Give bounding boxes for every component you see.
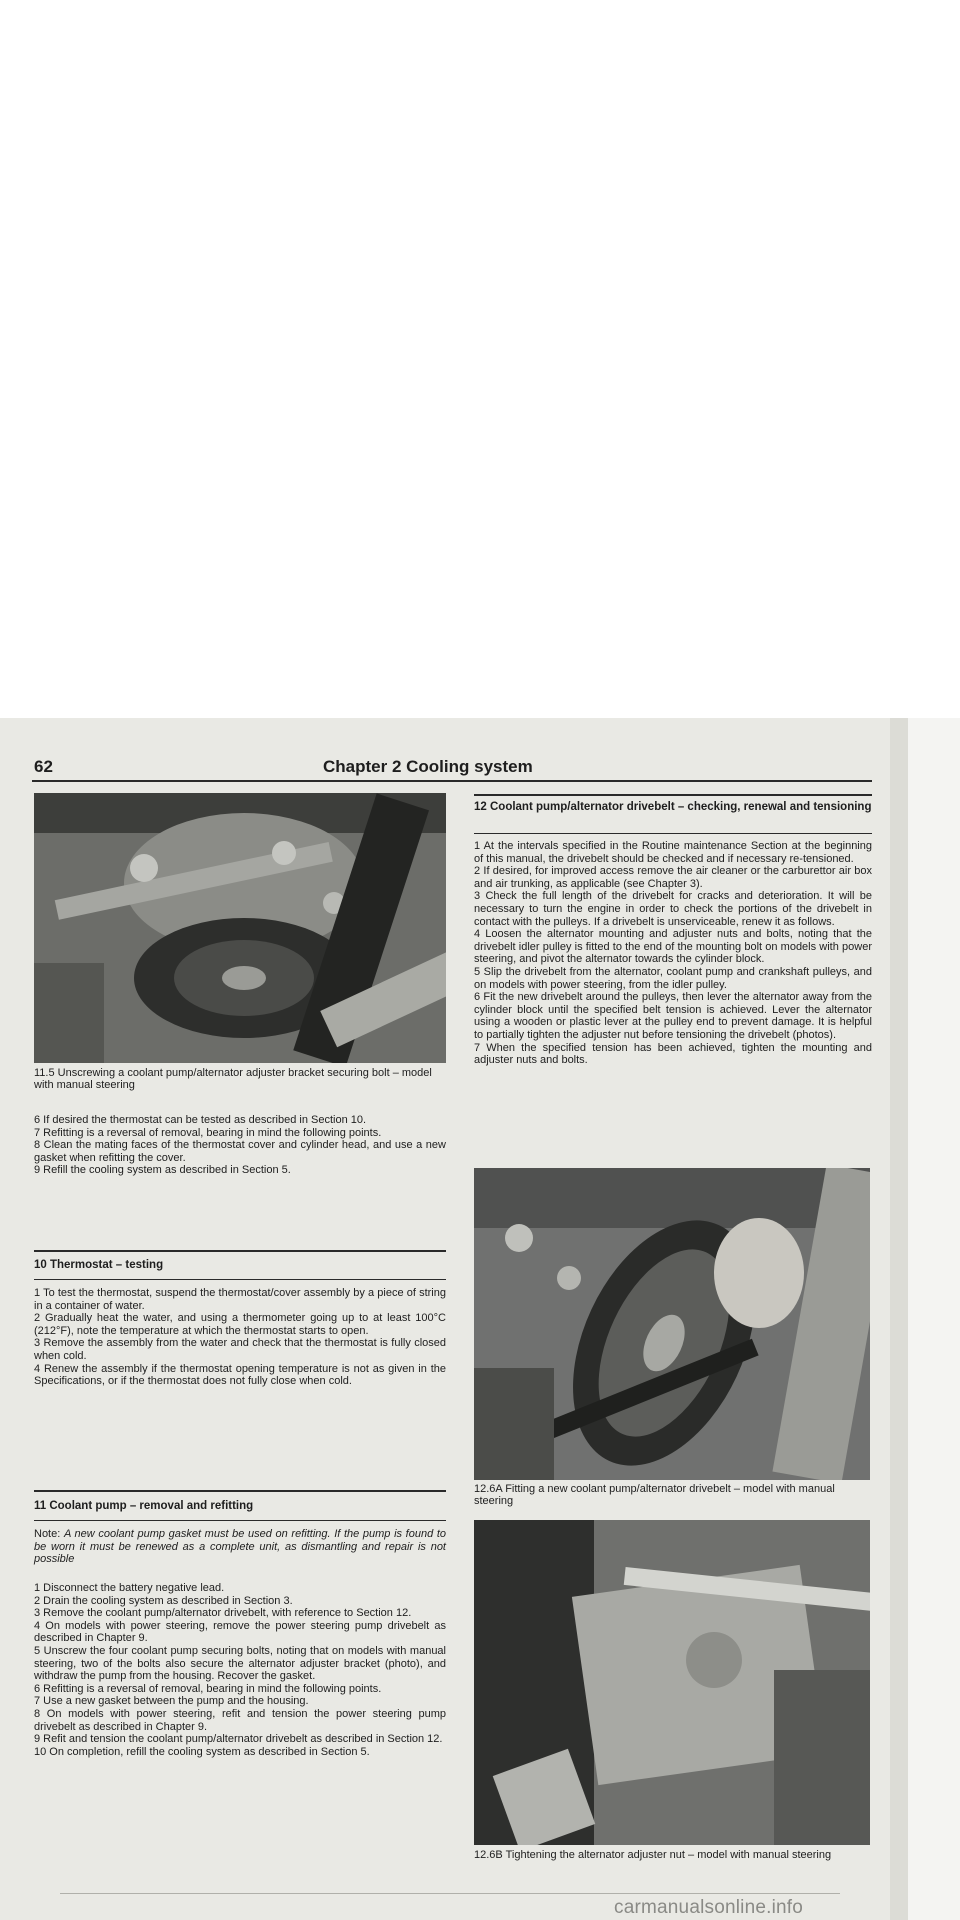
photo-coolant-pump-bracket <box>34 793 446 1063</box>
paragraph: 3 Check the full length of the drivebelt for cracks and deterioration. It will be necessary to turn the engine in order to check the portions of the drivebelt in contact with the pulleys. If a drivebelt is unserviceable, renew it as follows. <box>474 890 872 928</box>
paragraph: 7 Refitting is a reversal of removal, bearing in mind the following points. <box>34 1126 382 1139</box>
section-10-text <box>34 1287 446 1388</box>
section-11-note <box>34 1528 446 1566</box>
section-10-rule-top <box>34 1250 446 1252</box>
paragraph: 2 If desired, for improved access remove the air cleaner or the carburettor air box and air trunking, as applicable (see Chapter 3). <box>474 865 872 890</box>
photo-tightening-adjuster-nut <box>474 1520 870 1845</box>
chapter-title: Chapter 2 Cooling system <box>323 757 533 776</box>
paragraph: 4 Loosen the alternator mounting and adjuster nuts and bolts, noting that the drivebelt idler pulley is fitted to the end of the mounting bolt on models with power steering, and pivot the alternator towards the cylinder block. <box>474 928 872 966</box>
paragraph: 8 Clean the mating faces of the thermostat cover and cylinder head, and use a new gasket when refitting the cover. <box>34 1139 446 1164</box>
section-11-heading: 11 Coolant pump – removal and refitting <box>34 1500 254 1512</box>
bottom-rule <box>60 1893 840 1894</box>
section-11-text <box>34 1582 446 1758</box>
paragraph: 7 When the specified tension has been achieved, tighten the mounting and adjuster nuts and bolts. <box>474 1041 872 1067</box>
section-11-rule-top <box>34 1490 446 1492</box>
section-12-text <box>474 840 872 1067</box>
paragraph: 1 Disconnect the battery negative lead. <box>34 1582 225 1594</box>
note-label: Note: <box>34 1528 61 1540</box>
paragraph: 6 If desired the thermostat can be tested as described in Section 10. <box>34 1114 367 1126</box>
paragraph: 9 Refit and tension the coolant pump/alternator drivebelt as described in Section 12. <box>34 1733 443 1746</box>
page-binding-strip <box>890 718 908 1920</box>
section-10-rule-bottom <box>34 1279 446 1280</box>
watermark-url: carmanualsonline.info <box>614 1897 804 1918</box>
paragraph: 4 Renew the assembly if the thermostat opening temperature is not as given in the Specifications, or if the thermostat does not fully close when cold. <box>34 1362 446 1388</box>
photo-fitting-drivebelt <box>474 1168 870 1480</box>
paragraph: 2 Gradually heat the water, and using a thermometer going up to at least 100°C (212°F), note the temperature at which the thermostat starts to open. <box>34 1312 446 1337</box>
page-edge <box>908 718 960 1920</box>
section-10-heading: 10 Thermostat – testing <box>34 1259 164 1271</box>
section-9-text <box>34 1114 446 1177</box>
paragraph: 9 Refill the cooling system as described in Section 5. <box>34 1164 291 1177</box>
paragraph: 6 Fit the new drivebelt around the pulleys, then lever the alternator away from the cylinder block until the specified belt tension is achieved. Lever the alternator using a wooden or plastic lever at the pulley end to prevent damage. It is helpful to partially tighten the adjuster nut before tensioning the drivebelt (photos). <box>474 991 872 1041</box>
paragraph: 2 Drain the cooling system as described in Section 3. <box>34 1594 293 1607</box>
paragraph: 5 Unscrew the four coolant pump securing bolts, noting that on models with manual steering, two of the bolts also secure the alternator adjuster bracket (photo), and withdraw the pump from the housing. Recover the gasket. <box>34 1644 446 1683</box>
section-12-rule-bottom <box>474 833 872 834</box>
caption-11-5: 11.5 Unscrewing a coolant pump/alternator adjuster bracket securing bolt – model with manual steering <box>34 1067 432 1091</box>
note-text: A new coolant pump gasket must be used on refitting. If the pump is found to be worn it must be renewed as a complete unit, as dismantling and repair is not possible <box>34 1528 447 1566</box>
paragraph: 1 To test the thermostat, suspend the thermostat/cover assembly by a piece of string in a container of water. <box>34 1287 446 1312</box>
paragraph: 3 Remove the assembly from the water and check that the thermostat is fully closed when cold. <box>34 1337 446 1362</box>
header-rule <box>32 780 872 782</box>
section-12-rule-top <box>474 794 872 796</box>
paragraph: 7 Use a new gasket between the pump and the housing. <box>34 1695 309 1708</box>
section-11-rule-bottom <box>34 1520 446 1521</box>
paragraph: 4 On models with power steering, remove the power steering pump drivebelt as described in Chapter 9. <box>34 1619 446 1645</box>
paragraph: 3 Remove the coolant pump/alternator drivebelt, with reference to Section 12. <box>34 1607 412 1620</box>
page-number: 62 <box>34 757 53 776</box>
paragraph: 6 Refitting is a reversal of removal, bearing in mind the following points. <box>34 1682 382 1695</box>
paragraph: 10 On completion, refill the cooling system as described in Section 5. <box>34 1745 370 1758</box>
paragraph: 8 On models with power steering, refit and tension the power steering pump drivebelt as described in Chapter 9. <box>34 1707 446 1733</box>
caption-12-6a: 12.6A Fitting a new coolant pump/alternator drivebelt – model with manual steering <box>474 1483 835 1507</box>
section-12-heading: 12 Coolant pump/alternator drivebelt – checking, renewal and tensioning <box>474 801 872 813</box>
caption-12-6b: 12.6B Tightening the alternator adjuster nut – model with manual steering <box>474 1849 832 1861</box>
paragraph: 5 Slip the drivebelt from the alternator, coolant pump and crankshaft pulleys, and on models with power steering, from the idler pulley. <box>474 965 872 991</box>
paragraph: 1 At the intervals specified in the Routine maintenance Section at the beginning of this manual, the drivebelt should be checked and if necessary re-tensioned. <box>474 840 872 865</box>
